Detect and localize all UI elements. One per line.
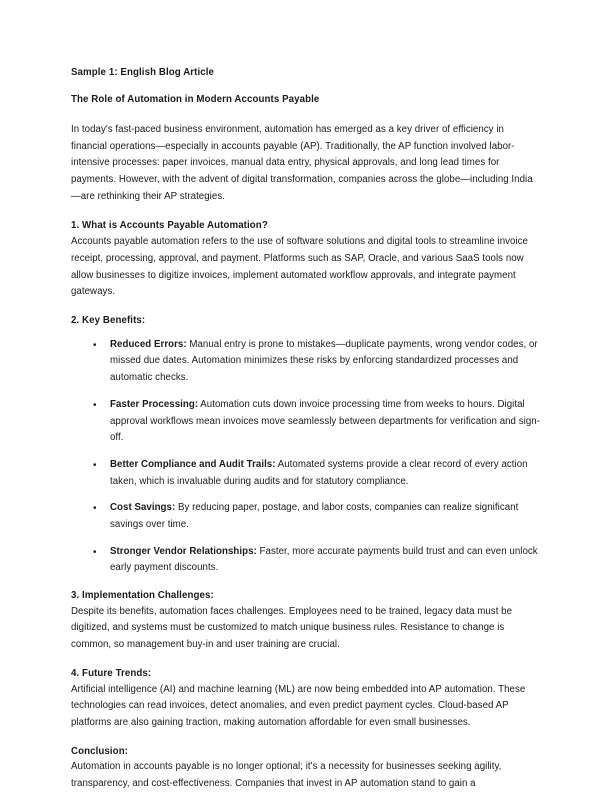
list-item (71, 337, 541, 387)
document-body (71, 66, 541, 793)
section-heading-4: 4. Future Trends: (71, 667, 152, 679)
section-body-1: Accounts payable automation refers to the use of software solutions and digital tools to streamline invoice receipt, processing, approval, and payment. Platforms such as SAP, Oracle, and various SaaS tools now allow businesses to digitize invoices, implement automated workflow approvals, and integrate payment gateways. (71, 236, 528, 298)
section-heading-1: 1. What is Accounts Payable Automation? (71, 220, 268, 232)
benefit-term: Stronger Vendor Relationships: (110, 545, 257, 557)
benefit-term: Cost Savings: (110, 502, 176, 514)
bullet-icon: • (93, 399, 97, 411)
bullet-icon: • (93, 503, 97, 515)
bullet-icon: • (93, 339, 97, 351)
section-implementation-challenges (71, 589, 541, 654)
benefit-term: Reduced Errors: (110, 338, 187, 350)
benefits-list (71, 337, 541, 577)
list-item (71, 544, 541, 577)
section-what-is (71, 219, 541, 301)
section-key-benefits (71, 314, 541, 577)
section-conclusion (71, 745, 541, 793)
benefit-term: Faster Processing: (110, 398, 199, 410)
section-body-3: Despite its benefits, automation faces challenges. Employees need to be trained, legacy data must be digitized, and systems must be customized to match unique business rules. Resistance to change is common, so management buy-in and user training are crucial. (71, 605, 513, 651)
conclusion-heading: Conclusion: (71, 745, 129, 757)
section-body-4: Artificial intelligence (AI) and machine learning (ML) are now being embedded into AP automation. These technologies can read invoices, detect anomalies, and even predict payment cycles. Cloud-based AP platforms are also gaining traction, making automation affordable for even small businesses. (71, 683, 526, 728)
bullet-icon: • (93, 459, 97, 471)
intro-paragraph: In today's fast-paced business environment, automation has emerged as a key driver of efficiency in financial operations—especially in accounts payable (AP). Traditionally, the AP function involved labor-intensive processes: paper invoices, manual data entry, physical approvals, and long lead times for payments. However, with the advent of digital transformation, companies across the globe—including India—are rethinking their AP strategies. (71, 124, 533, 202)
list-item (71, 500, 541, 533)
section-heading-2: 2. Key Benefits: (71, 314, 146, 326)
section-future-trends (71, 667, 541, 732)
bullet-icon: • (93, 546, 97, 558)
benefit-term: Better Compliance and Audit Trails: (110, 458, 276, 470)
article-title: The Role of Automation in Modern Accounts Payable (71, 94, 320, 106)
benefit-text: By reducing paper, postage, and labor costs, companies can realize significant savings over time. (110, 502, 519, 530)
list-item (71, 397, 541, 447)
sample-label: Sample 1: English Blog Article (71, 67, 215, 78)
list-item (71, 457, 541, 490)
conclusion-body: Automation in accounts payable is no longer optional; it's a necessity for businesses seeking agility, transparency, and cost-effectiveness. Companies that invest in AP automation stand to gain a (71, 761, 502, 790)
section-heading-3: 3. Implementation Challenges: (71, 590, 214, 601)
benefit-text: Manual entry is prone to mistakes—duplicate payments, wrong vendor codes, or missed due dates. Automation minimizes these risks by enforcing standardized processes and automatic checks. (110, 338, 538, 384)
benefit-text: Automated systems provide a clear record of every action taken, which is invaluable during audits and for statutory compliance. (110, 458, 528, 487)
benefit-text: Faster, more accurate payments build trust and can even unlock early payment discounts. (110, 545, 538, 574)
benefit-text: Automation cuts down invoice processing time from weeks to hours. Digital approval workflows mean invoices move seamlessly between departments for verification and sign-off. (110, 398, 540, 444)
